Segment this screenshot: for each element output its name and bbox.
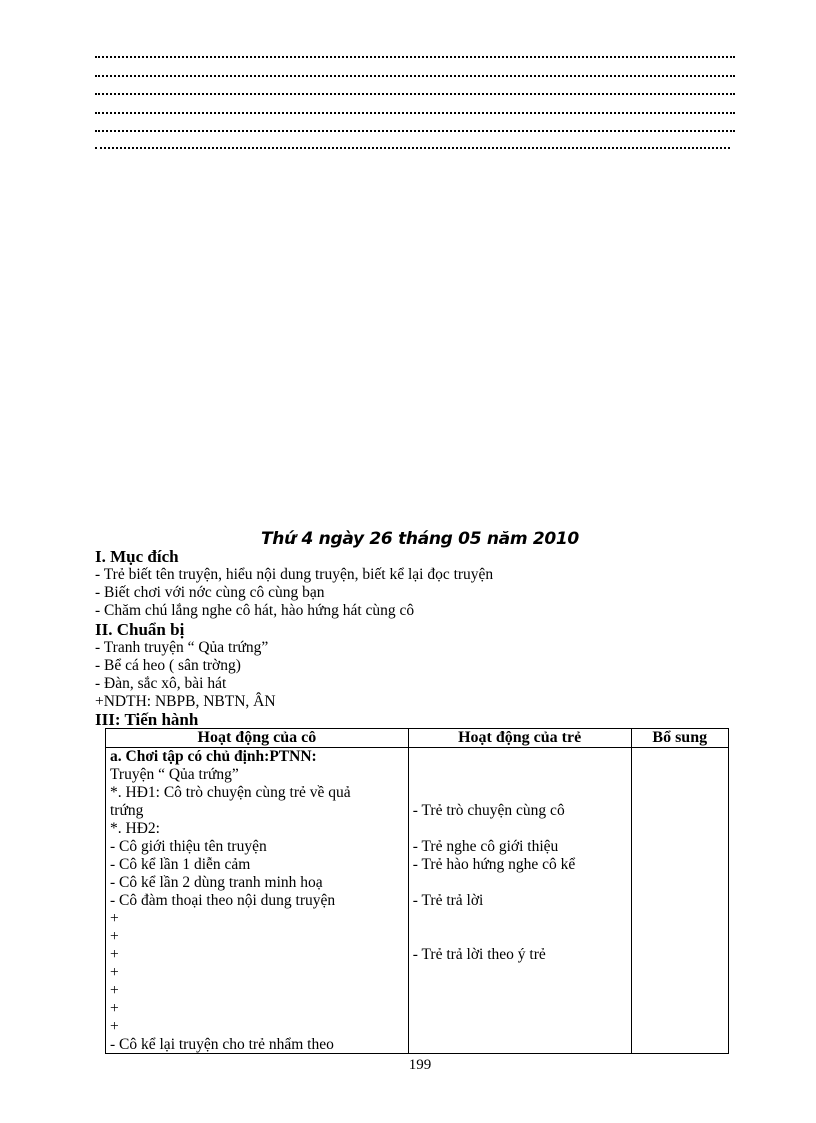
- teacher-activity-line: +: [110, 982, 119, 999]
- teacher-activity-line: +: [110, 910, 119, 927]
- teacher-activity-line: - Cô kể lần 1 diễn cảm: [110, 856, 251, 873]
- teacher-activity-line: *. HĐ2:: [110, 820, 160, 837]
- preparation-item: - Bể cá heo ( sân trờng): [95, 657, 241, 674]
- teacher-activity-line: - Cô giới thiệu tên truyện: [110, 838, 267, 855]
- teacher-activity-line: +: [110, 928, 119, 945]
- children-activity-line: [413, 820, 631, 838]
- children-activity-line: [413, 766, 631, 784]
- purpose-item: - Trẻ biết tên truyện, hiểu nội dung truyện, biết kể lại đọc truyện: [95, 566, 494, 583]
- teacher-activity-line: Truyện “ Qủa trứng”: [110, 766, 239, 783]
- children-activity-line: [413, 748, 631, 766]
- header-children-activity: Hoạt động của trẻ: [408, 729, 631, 748]
- children-activity-line: - Trẻ nghe cô giới thiệu: [412, 838, 559, 855]
- purpose-item: - Chăm chú lắng nghe cô hát, hào hứng hát cùng cô: [95, 602, 415, 619]
- teacher-activity-line: - Cô kể lần 2 dùng tranh minh hoạ: [110, 874, 323, 891]
- teacher-activity-line: - Cô đàm thoại theo nội dung truyện: [110, 892, 336, 909]
- table-row: [106, 748, 729, 1054]
- note-line-5: [95, 118, 735, 136]
- children-activity-line: - Trẻ trả lời theo ý trẻ: [412, 946, 546, 963]
- purpose-heading: I. Mục đích: [95, 547, 179, 566]
- header-notes: Bổ sung: [631, 729, 728, 748]
- purpose-section: [95, 548, 695, 620]
- teacher-activity-line: trứng: [110, 802, 144, 819]
- notes-cell: [631, 748, 728, 1054]
- teacher-activity-line: - Cô kể lại truyện cho trẻ nhẩm theo: [110, 1036, 334, 1053]
- preparation-item: - Đàn, sắc xô, bài hát: [95, 675, 227, 692]
- header-teacher-activity: Hoạt động của cô: [106, 729, 409, 748]
- note-line-6: [95, 135, 730, 153]
- table-header-row: [106, 729, 729, 748]
- purpose-item: - Biết chơi với nớc cùng cô cùng bạn: [95, 584, 325, 601]
- teacher-activity-cell: [106, 748, 409, 1054]
- teacher-activity-line: +: [110, 1018, 119, 1035]
- teacher-activity-line: +: [110, 946, 119, 963]
- preparation-section: [95, 621, 695, 711]
- activity-table: [105, 728, 729, 1054]
- note-line-4: [95, 100, 735, 118]
- children-activity-line: - Trẻ hào hứng nghe cô kể: [412, 856, 576, 873]
- children-activity-line: - Trẻ trò chuyện cùng cô: [412, 802, 565, 819]
- date-title: Thứ 4 ngày 26 tháng 05 năm 2010: [261, 529, 579, 549]
- preparation-heading: II. Chuẩn bị: [95, 620, 185, 639]
- preparation-item: +NDTH: NBPB, NBTN, ÂN: [95, 693, 276, 710]
- teacher-activity-line: *. HĐ1: Cô trò chuyện cùng trẻ về quả: [110, 784, 351, 801]
- teacher-activity-line: a. Chơi tập có chủ định:PTNN:: [110, 748, 317, 765]
- children-activity-line: [413, 910, 631, 928]
- note-line-3: [95, 81, 735, 99]
- procedure-heading: III: Tiến hành: [95, 710, 199, 729]
- children-activity-line: [413, 928, 631, 946]
- children-activity-line: - Trẻ trả lời: [412, 892, 484, 909]
- note-line-1: [95, 44, 735, 62]
- children-activity-line: [413, 784, 631, 802]
- teacher-activity-line: +: [110, 964, 119, 981]
- teacher-activity-line: +: [110, 1000, 119, 1017]
- note-line-2: [95, 63, 735, 81]
- children-activity-line: [413, 874, 631, 892]
- page-number: 199: [408, 1057, 432, 1073]
- procedure-section: [95, 711, 695, 729]
- children-activity-cell: [408, 748, 631, 1054]
- preparation-item: - Tranh truyện “ Qủa trứng”: [95, 639, 269, 656]
